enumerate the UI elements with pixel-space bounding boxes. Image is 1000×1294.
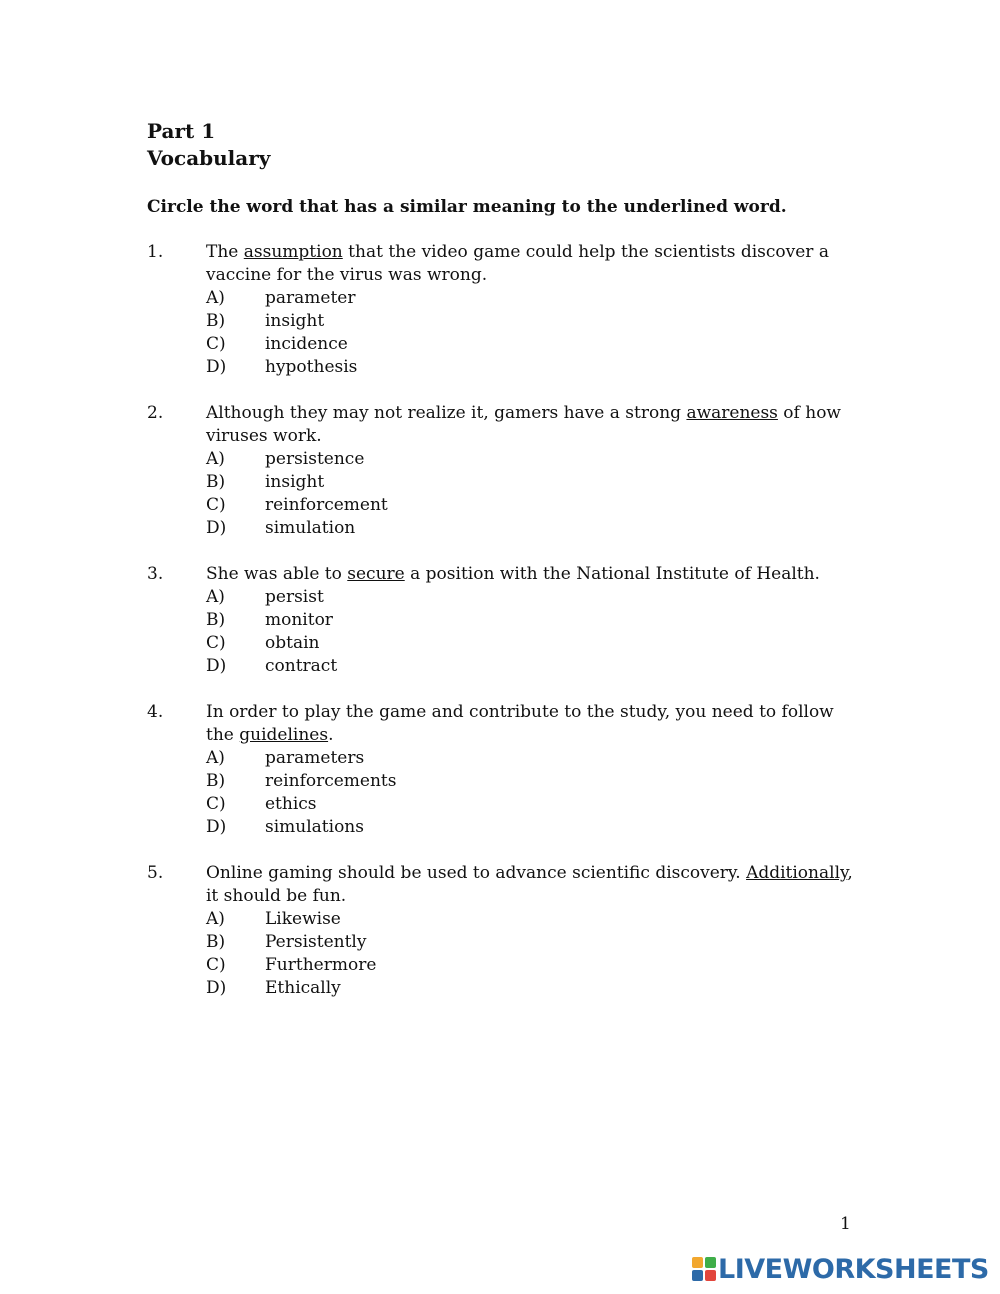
option-letter: D) — [206, 978, 227, 998]
option-d[interactable] — [147, 655, 867, 678]
option-b[interactable] — [147, 609, 867, 632]
question-5 — [147, 862, 867, 1000]
option-letter: A) — [206, 288, 225, 308]
option-b[interactable] — [147, 770, 867, 793]
option-d[interactable] — [147, 977, 867, 1000]
underlined-word: secure — [347, 564, 405, 584]
option-d[interactable] — [147, 517, 867, 540]
option-c[interactable] — [147, 333, 867, 356]
liveworksheets-logo-icon — [692, 1257, 716, 1281]
option-text: Furthermore — [265, 955, 377, 975]
option-b[interactable] — [147, 471, 867, 494]
option-a[interactable] — [147, 747, 867, 770]
option-text: persist — [265, 587, 324, 607]
option-text: contract — [265, 656, 338, 676]
question-1 — [147, 241, 867, 379]
option-text: insight — [265, 472, 325, 492]
question-number: 1. — [147, 242, 164, 262]
option-text: reinforcement — [265, 495, 388, 515]
option-c[interactable] — [147, 793, 867, 816]
option-letter: C) — [206, 794, 226, 814]
option-text: parameter — [265, 288, 356, 308]
option-letter: D) — [206, 357, 227, 377]
option-letter: C) — [206, 633, 226, 653]
question-3 — [147, 563, 867, 678]
option-c[interactable] — [147, 954, 867, 977]
option-text: ethics — [265, 794, 317, 814]
option-letter: B) — [206, 472, 226, 492]
question-number: 3. — [147, 564, 164, 584]
option-text: reinforcements — [265, 771, 397, 791]
option-text: incidence — [265, 334, 348, 354]
option-letter: D) — [206, 518, 227, 538]
option-text: insight — [265, 311, 325, 331]
question-2 — [147, 402, 867, 540]
option-text: simulation — [265, 518, 356, 538]
option-b[interactable] — [147, 310, 867, 333]
option-letter: A) — [206, 909, 225, 929]
question-text: Although they may not realize it, gamers have a strong awareness of how viruses work. — [206, 403, 841, 446]
option-text: hypothesis — [265, 357, 358, 377]
option-letter: B) — [206, 932, 226, 952]
section-label: Vocabulary — [147, 146, 271, 170]
option-text: simulations — [265, 817, 364, 837]
option-text: monitor — [265, 610, 333, 630]
option-d[interactable] — [147, 356, 867, 379]
question-text: In order to play the game and contribute to the study, you need to follow the guidelines. — [206, 702, 834, 745]
option-letter: B) — [206, 771, 226, 791]
option-a[interactable] — [147, 586, 867, 609]
option-letter: C) — [206, 495, 226, 515]
brand-name: LIVEWORKSHEETS — [718, 1253, 989, 1285]
option-a[interactable] — [147, 908, 867, 931]
option-letter: B) — [206, 311, 226, 331]
brand-watermark — [692, 1254, 989, 1284]
question-4 — [147, 701, 867, 839]
option-b[interactable] — [147, 931, 867, 954]
instruction-text: Circle the word that has a similar meaning to the underlined word. — [147, 197, 787, 217]
option-text: Likewise — [265, 909, 341, 929]
option-d[interactable] — [147, 816, 867, 839]
part-label: Part 1 — [147, 119, 216, 143]
option-a[interactable] — [147, 287, 867, 310]
option-letter: C) — [206, 955, 226, 975]
page-number: 1 — [840, 1214, 851, 1234]
option-c[interactable] — [147, 632, 867, 655]
underlined-word: assumption — [243, 242, 343, 262]
option-text: parameters — [265, 748, 365, 768]
question-text: She was able to secure a position with the National Institute of Health. — [206, 564, 820, 584]
option-text: persistence — [265, 449, 365, 469]
option-letter: B) — [206, 610, 226, 630]
question-number: 4. — [147, 702, 164, 722]
question-number: 2. — [147, 403, 164, 423]
option-text: Persistently — [265, 932, 367, 952]
page-title — [147, 118, 270, 172]
option-letter: D) — [206, 656, 227, 676]
option-text: obtain — [265, 633, 320, 653]
option-c[interactable] — [147, 494, 867, 517]
option-letter: D) — [206, 817, 227, 837]
underlined-word: guidelines — [239, 725, 329, 745]
option-a[interactable] — [147, 448, 867, 471]
question-list — [147, 241, 867, 1023]
question-text: Online gaming should be used to advance scientific discovery. Additionally, it should be fun. — [206, 863, 853, 906]
option-letter: A) — [206, 748, 225, 768]
underlined-word: awareness — [686, 403, 778, 423]
option-letter: C) — [206, 334, 226, 354]
option-letter: A) — [206, 587, 225, 607]
question-number: 5. — [147, 863, 164, 883]
option-text: Ethically — [265, 978, 341, 998]
option-letter: A) — [206, 449, 225, 469]
underlined-word: Additionally — [746, 863, 848, 883]
question-text: The assumption that the video game could help the scientists discover a vaccine for the virus was wrong. — [206, 242, 829, 285]
